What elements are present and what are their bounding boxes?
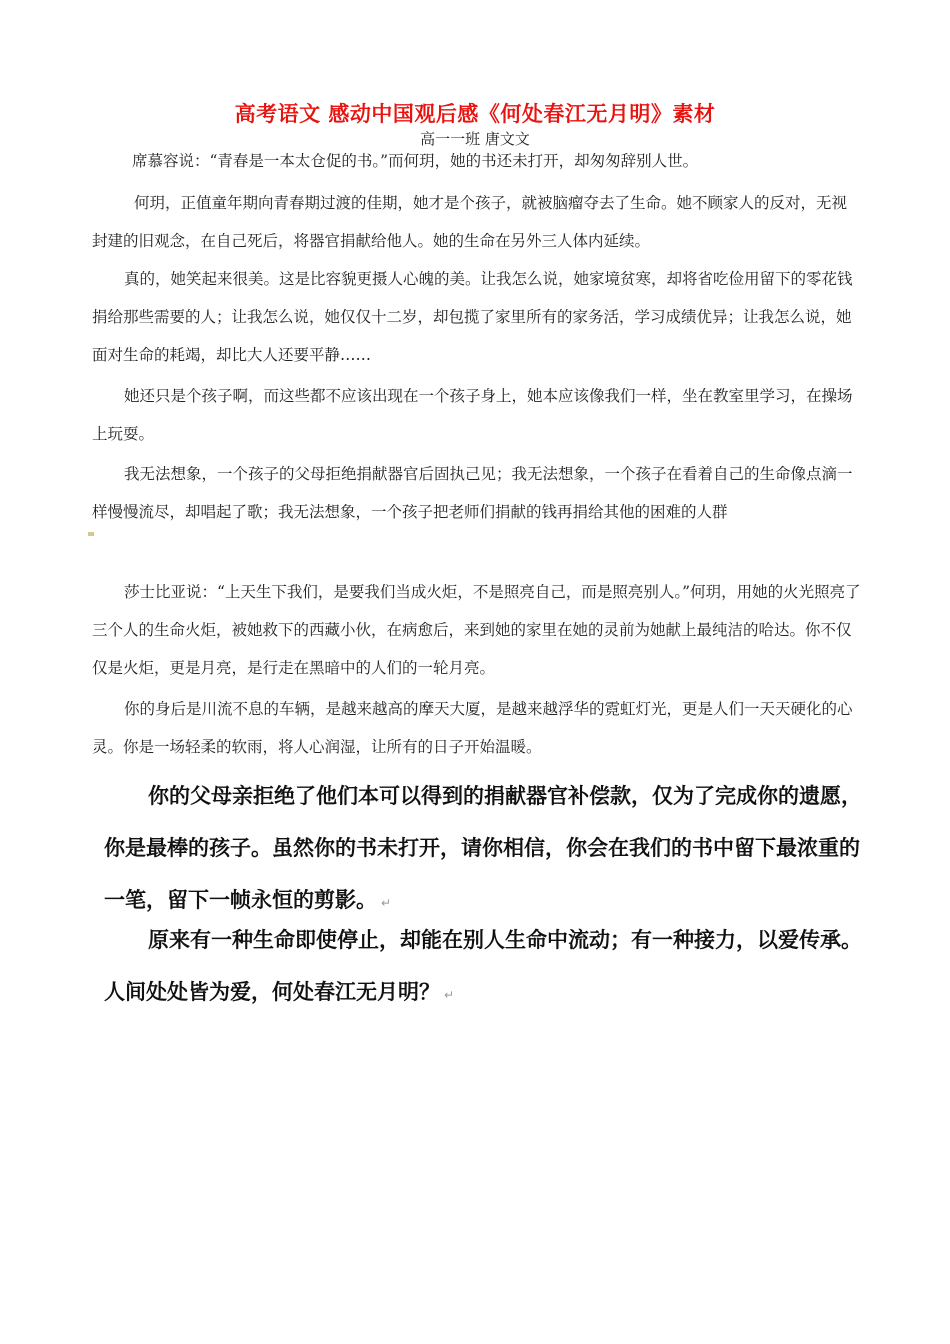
paragraph-5: 我无法想象，一个孩子的父母拒绝捐献器官后固执己见；我无法想象，一个孩子在看着自己的生命像点滴一样慢慢流尽，却唱起了歌；我无法想象，一个孩子把老师们捐献的钱再捐给其他的困难的人群: [92, 465, 853, 521]
format-mark: [88, 532, 94, 536]
paragraph-mark-icon: ↵: [381, 896, 392, 910]
bold-paragraph-1: [104, 770, 864, 929]
paragraph-mark-icon: ↵: [444, 988, 455, 1002]
document-author: 高一一班 唐文文: [420, 130, 530, 148]
paragraph-4: 她还只是个孩子啊，而这些都不应该出现在一个孩子身上，她本应该像我们一样，坐在教室里学习，在操场上玩耍。: [92, 387, 853, 443]
bold-paragraph-2: [104, 914, 864, 1021]
paragraph-1: 席慕容说：“青春是一本太仓促的书。”而何玥，她的书还未打开，却匆匆辞别人世。: [132, 152, 699, 170]
bold-paragraph-2-text: 原来有一种生命即使停止，却能在别人生命中流动；有一种接力，以爱传承。人间处处皆为爱，何处春江无月明？: [104, 928, 862, 1004]
document-title: 高考语文 感动中国观后感《何处春江无月明》素材: [234, 102, 716, 126]
paragraph-3: 真的，她笑起来很美。这是比容貌更摄人心魄的美。让我怎么说，她家境贫寒，却将省吃俭用留下的零花钱捐给那些需要的人；让我怎么说，她仅仅十二岁，却包揽了家里所有的家务活，学习成绩优异；让我怎么说，她面对生命的耗竭，却比大人还要平静……: [92, 270, 853, 364]
bold-paragraph-1-text: 你的父母亲拒绝了他们本可以得到的捐献器官补偿款，仅为了完成你的遗愿，你是最棒的孩子。虽然你的书未打开，请你相信，你会在我们的书中留下最浓重的一笔，留下一帧永恒的剪影。: [104, 784, 862, 912]
paragraph-2: 何玥，正值童年期向青春期过渡的佳期，她才是个孩子，就被脑瘤夺去了生命。她不顾家人的反对，无视封建的旧观念，在自己死后，将器官捐献给他人。她的生命在另外三人体内延续。: [92, 194, 848, 250]
paragraph-7: 你的身后是川流不息的车辆，是越来越高的摩天大厦，是越来越浮华的霓虹灯光，更是人们一天天硬化的心灵。你是一场轻柔的软雨，将人心润湿，让所有的日子开始温暖。: [92, 700, 853, 756]
paragraph-6: 莎士比亚说：“上天生下我们，是要我们当成火炬，不是照亮自己，而是照亮别人。”何玥，用她的火光照亮了三个人的生命火炬，被她救下的西藏小伙，在病愈后，来到她的家里在她的灵前为她献上最纯洁的哈达。你不仅仅是火炬，更是月亮，是行走在黑暗中的人们的一轮月亮。: [92, 583, 861, 677]
